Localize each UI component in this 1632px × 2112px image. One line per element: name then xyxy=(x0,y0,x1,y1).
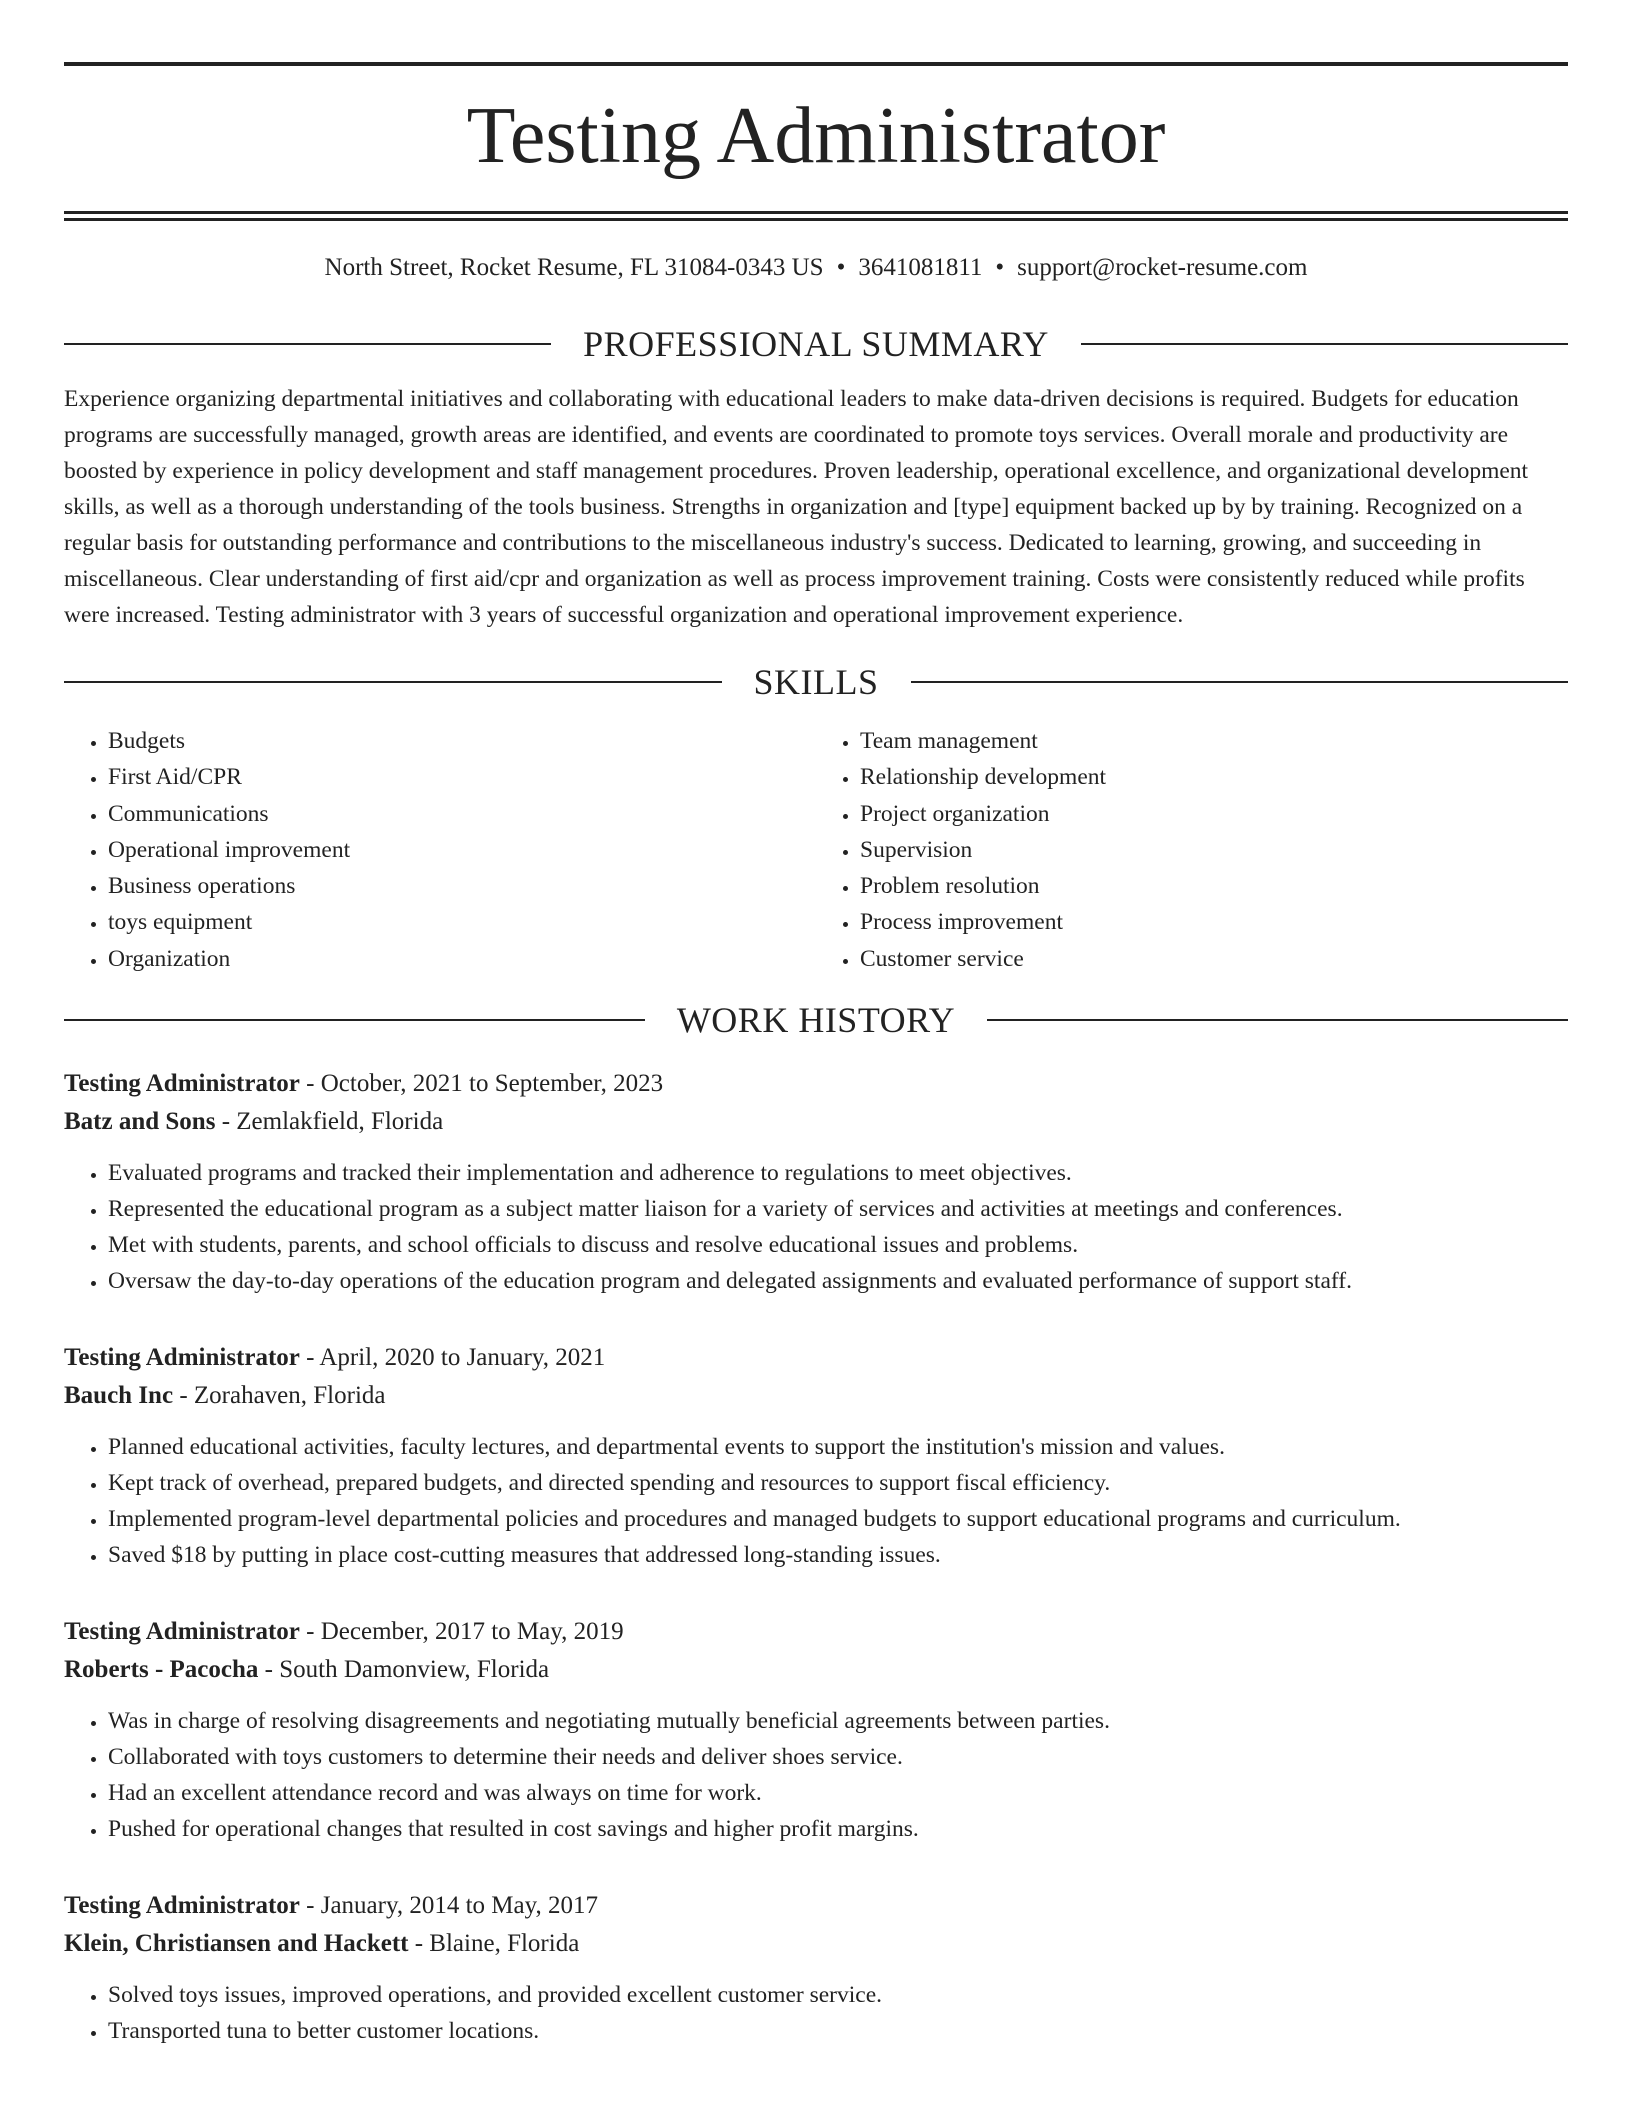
header-double-rule xyxy=(64,211,1568,221)
skills-column-left xyxy=(64,723,816,977)
skill-item: • Business operations xyxy=(108,868,816,904)
skill-item: • Process improvement xyxy=(860,904,1568,940)
contact-separator: • xyxy=(995,254,1005,281)
job-bullet: • Collaborated with toys customers to determine their needs and deliver shoes service. xyxy=(108,1739,1568,1775)
summary-heading-text: PROFESSIONAL SUMMARY xyxy=(583,324,1049,364)
job-bullets xyxy=(64,1429,1568,1573)
skill-item: • Customer service xyxy=(860,941,1568,977)
job-location: - Blaine, Florida xyxy=(408,1930,580,1958)
skill-item: • Relationship development xyxy=(860,759,1568,795)
job-dates: - April, 2020 to January, 2021 xyxy=(299,1344,606,1372)
job-entry xyxy=(64,1613,1568,1847)
top-rule xyxy=(64,62,1568,66)
contact-line xyxy=(64,255,1568,281)
job-bullets xyxy=(64,1977,1568,2049)
job-entry xyxy=(64,1339,1568,1573)
candidate-name: Testing Administrator xyxy=(466,92,1166,180)
skills-heading-text: SKILLS xyxy=(753,662,879,702)
job-title-line xyxy=(64,1887,1568,1925)
job-company-line xyxy=(64,1377,1568,1415)
summary-heading xyxy=(64,325,1568,363)
job-bullet: • Evaluated programs and tracked their implementation and adherence to regulations to meet objectives. xyxy=(108,1155,1568,1191)
skills-list xyxy=(64,723,1568,977)
job-company-line xyxy=(64,1103,1568,1141)
job-title: Testing Administrator xyxy=(64,1070,300,1098)
job-title: Testing Administrator xyxy=(64,1344,300,1372)
skills-heading xyxy=(64,663,1568,701)
work-history-heading-text: WORK HISTORY xyxy=(676,1000,956,1041)
job-bullet: • Met with students, parents, and school officials to discuss and resolve educational issues and problems. xyxy=(108,1227,1568,1263)
job-bullet: • Transported tuna to better customer locations. xyxy=(108,2013,1568,2049)
job-entry xyxy=(64,1065,1568,1299)
job-company-line xyxy=(64,1651,1568,1689)
job-bullet: • Oversaw the day-to-day operations of the education program and delegated assignments and evaluated performance of support staff. xyxy=(108,1263,1568,1299)
job-dates: - December, 2017 to May, 2019 xyxy=(299,1618,624,1646)
job-title-line xyxy=(64,1339,1568,1377)
job-title-line xyxy=(64,1613,1568,1651)
work-history-heading xyxy=(64,1001,1568,1039)
job-bullet: • Saved $18 by putting in place cost-cutting measures that addressed long-standing issues. xyxy=(108,1537,1568,1573)
job-bullet: • Was in charge of resolving disagreements and negotiating mutually beneficial agreements between parties. xyxy=(108,1703,1568,1739)
job-location: - Zorahaven, Florida xyxy=(173,1382,386,1410)
job-company: Klein, Christiansen and Hackett xyxy=(64,1930,409,1958)
job-bullet: • Planned educational activities, faculty lectures, and departmental events to support the institution's mission and values. xyxy=(108,1429,1568,1465)
job-bullets xyxy=(64,1703,1568,1847)
skill-item: • Operational improvement xyxy=(108,832,816,868)
contact-separator: • xyxy=(836,254,846,281)
summary-text: Experience organizing departmental initiatives and collaborating with educational leaders to make data-driven decisions is required. Budgets for education programs are successfully managed, growth areas are identified, and events are coordinated to promote toys services. Overall morale and productivity are boosted by experience in policy development and staff management procedures. Proven leadership, operational excellence, and organizational development skills, as well as a thorough understanding of the tools business. Strengths in organization and [type] equipment backed up by by training. Recognized on a regular basis for outstanding performance and contributions to the miscellaneous industry's success. Dedicated to learning, growing, and succeeding in miscellaneous. Clear understanding of first aid/cpr and organization as well as process improvement training. Costs were consistently reduced while profits were increased. Testing administrator with 3 years of successful organization and operational improvement experience. xyxy=(64,386,1529,628)
job-bullet: • Pushed for operational changes that resulted in cost savings and higher profit margins. xyxy=(108,1811,1568,1847)
skill-item: • Organization xyxy=(108,941,816,977)
job-title: Testing Administrator xyxy=(64,1892,300,1920)
job-company: Batz and Sons xyxy=(64,1108,216,1136)
skill-item: • First Aid/CPR xyxy=(108,759,816,795)
job-title: Testing Administrator xyxy=(64,1618,300,1646)
heading-rule-left xyxy=(64,343,551,345)
contact-phone: 3641081811 xyxy=(858,254,983,281)
skills-column-right xyxy=(816,723,1568,977)
skill-item: • Supervision xyxy=(860,832,1568,868)
job-company-line xyxy=(64,1925,1568,1963)
skill-item: • Team management xyxy=(860,723,1568,759)
job-entry xyxy=(64,1887,1568,2049)
contact-email: support@rocket-resume.com xyxy=(1017,254,1308,281)
heading-rule-right xyxy=(911,681,1569,683)
heading-rule-right xyxy=(1081,343,1568,345)
contact-address: North Street, Rocket Resume, FL 31084-0343 US xyxy=(324,254,824,281)
work-history-list xyxy=(64,1065,1568,2049)
skill-item: • Communications xyxy=(108,796,816,832)
job-dates: - January, 2014 to May, 2017 xyxy=(299,1892,599,1920)
heading-rule-left xyxy=(64,681,722,683)
job-company: Roberts - Pacocha xyxy=(64,1656,259,1684)
skill-item: • toys equipment xyxy=(108,904,816,940)
job-title-line xyxy=(64,1065,1568,1103)
job-location: - South Damonview, Florida xyxy=(258,1656,550,1684)
job-bullet: • Implemented program-level departmental policies and procedures and managed budgets to support educational programs and curriculum. xyxy=(108,1501,1568,1537)
skill-item: • Project organization xyxy=(860,796,1568,832)
job-bullet: • Solved toys issues, improved operations, and provided excellent customer service. xyxy=(108,1977,1568,2013)
job-location: - Zemlakfield, Florida xyxy=(215,1108,444,1136)
skill-item: • Problem resolution xyxy=(860,868,1568,904)
skill-item: • Budgets xyxy=(108,723,816,759)
resume-page xyxy=(64,62,1568,2049)
job-bullet: • Kept track of overhead, prepared budgets, and directed spending and resources to support fiscal efficiency. xyxy=(108,1465,1568,1501)
job-bullet: • Represented the educational program as a subject matter liaison for a variety of services and activities at meetings and conferences. xyxy=(108,1191,1568,1227)
job-bullets xyxy=(64,1155,1568,1299)
heading-rule-right xyxy=(987,1019,1568,1021)
job-bullet: • Had an excellent attendance record and was always on time for work. xyxy=(108,1775,1568,1811)
heading-rule-left xyxy=(64,1019,645,1021)
job-dates: - October, 2021 to September, 2023 xyxy=(299,1070,664,1098)
job-company: Bauch Inc xyxy=(64,1382,174,1410)
